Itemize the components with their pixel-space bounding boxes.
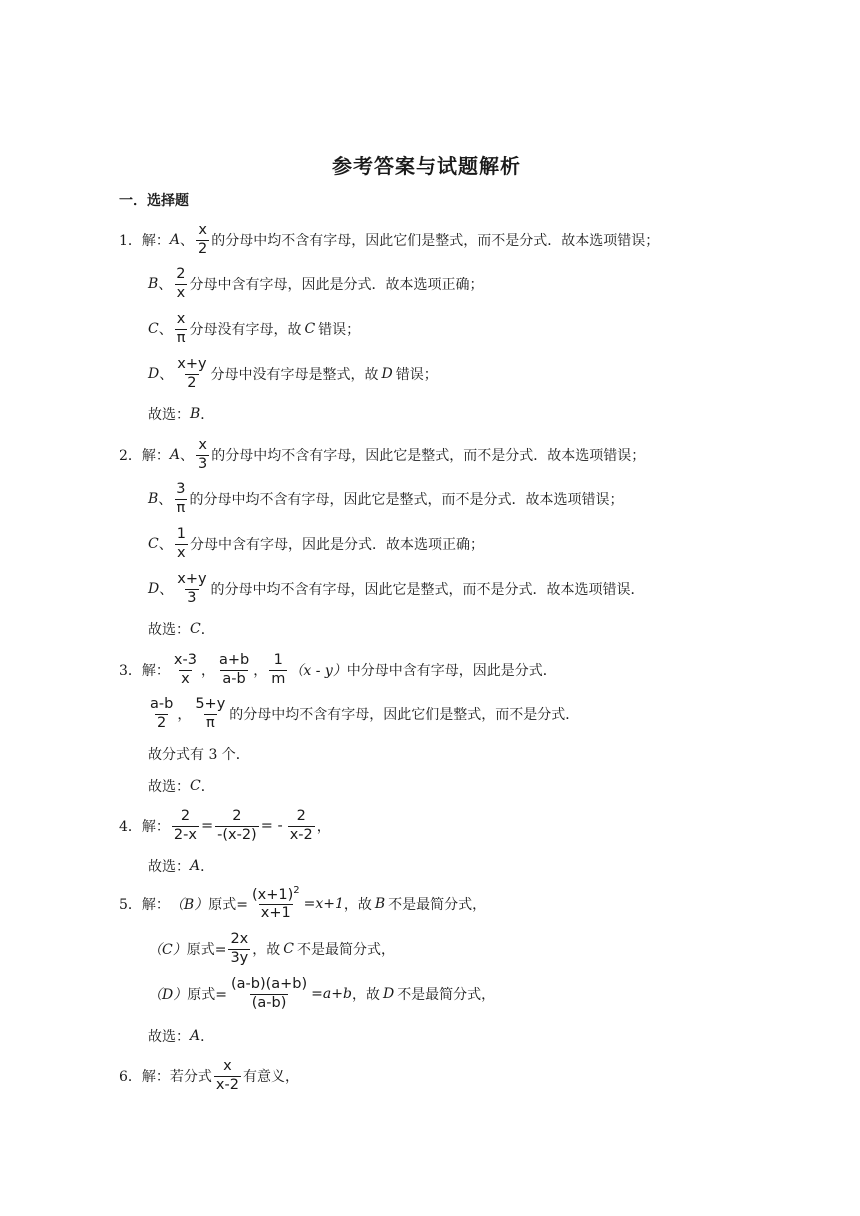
answer-prefix: 故选：	[148, 859, 190, 875]
option-label: A	[169, 232, 181, 248]
option-letter: D	[382, 986, 395, 1002]
numerator: a-b	[150, 696, 174, 713]
q6-line-1	[119, 1056, 299, 1096]
explanation-text: 的分母中均不含有字母，因此它是整式，而不是分式．故本选项错误；	[211, 448, 646, 464]
numerator: 2	[296, 808, 306, 825]
numerator: x	[198, 437, 207, 454]
question-number: 1．解：	[119, 233, 170, 249]
numerator: 2	[176, 266, 186, 283]
answer-prefix: 故选：	[148, 1029, 190, 1045]
explanation-text: 原式=	[187, 987, 227, 1003]
option-letter: D	[381, 366, 393, 382]
separator: 、	[159, 582, 174, 598]
option-label: （B）	[169, 897, 209, 913]
answer-end: ．	[200, 1029, 215, 1045]
question-number: 4．解：	[119, 819, 170, 835]
explanation-text: 错误；	[395, 367, 438, 383]
denominator: 3	[198, 455, 208, 472]
fraction	[215, 809, 259, 842]
answer-letter: A	[190, 858, 201, 874]
fraction	[288, 809, 315, 842]
numerator: x-3	[173, 652, 197, 669]
expression: （x - y）	[289, 663, 347, 679]
denominator: -(x-2)	[217, 826, 257, 843]
equals-sign: = -	[260, 818, 283, 834]
option-label: （C）	[148, 942, 187, 958]
numerator: 3	[176, 481, 186, 498]
fraction	[269, 653, 287, 686]
fraction	[175, 312, 188, 345]
answer-end: ．	[200, 779, 215, 795]
numerator-base: (x+1)	[251, 887, 294, 904]
separator: ，	[316, 819, 331, 835]
explanation-text: 不是最简分式，	[296, 942, 395, 958]
question-number: 2．解：	[119, 448, 170, 464]
separator: ，	[177, 707, 192, 723]
denominator: 2-x	[173, 826, 197, 843]
denominator: π	[176, 329, 186, 346]
denominator: 2	[187, 374, 197, 391]
q5-line-c	[148, 929, 395, 969]
answer-letter: A	[190, 1028, 201, 1044]
option-label: A	[169, 447, 181, 463]
q3-count: 故分式有 3 个．	[148, 747, 250, 763]
answer-letter: C	[190, 778, 201, 794]
explanation-text: 分母中含有字母，因此是分式．故本选项正确；	[189, 277, 484, 293]
answer-end: ．	[200, 407, 215, 423]
option-label: B	[148, 491, 159, 507]
denominator: 3y	[230, 949, 249, 966]
separator: 、	[158, 537, 173, 553]
explanation-text: 不是最简分式，	[397, 987, 496, 1003]
numerator: (a-b)(a+b)	[230, 976, 308, 993]
answer-letter: C	[190, 621, 201, 637]
q3-answer	[148, 766, 215, 806]
numerator: 2	[232, 808, 242, 825]
explanation-text: 错误；	[318, 322, 361, 338]
numerator: x	[198, 222, 207, 239]
explanation-text: 原式=	[186, 942, 227, 958]
answer-prefix: 故选：	[148, 779, 190, 795]
fraction	[172, 809, 199, 842]
answer-prefix: 故选：	[148, 407, 190, 423]
numerator: x	[176, 311, 186, 328]
q3-line-1	[119, 650, 557, 690]
numerator: x+y	[177, 356, 207, 373]
answer-end: ．	[200, 859, 215, 875]
q2-line-c	[148, 524, 484, 564]
option-label: （D）	[148, 987, 188, 1003]
option-label: C	[148, 321, 159, 337]
separator: ，	[253, 663, 268, 679]
q4-line-1	[119, 806, 331, 846]
option-letter: C	[304, 321, 316, 337]
denominator: 2	[157, 714, 167, 731]
answer-prefix: 故选：	[148, 622, 190, 638]
explanation-text: 有意义，	[242, 1069, 299, 1085]
q2-line-b	[148, 479, 624, 519]
explanation-text: 中分母中含有字母，因此是分式．	[346, 663, 557, 679]
explanation-text: ，故	[351, 987, 380, 1003]
denominator: (a-b)	[251, 994, 287, 1011]
q5-answer	[148, 1016, 214, 1056]
answer-end: ．	[200, 622, 215, 638]
denominator: x	[176, 284, 186, 301]
q1-line-b	[148, 264, 484, 304]
explanation-text: 不是最简分式，	[388, 897, 487, 913]
numerator: 1	[176, 526, 186, 543]
denominator: x+1	[260, 905, 291, 922]
numerator: a+b	[218, 652, 250, 669]
numerator: x+y	[177, 571, 207, 588]
fraction	[228, 932, 250, 965]
denominator: π	[176, 499, 186, 516]
equals-sign: =	[200, 818, 214, 834]
question-number: 5．解：	[119, 897, 170, 913]
separator: ，	[200, 663, 215, 679]
exponent: 2	[293, 885, 300, 897]
separator: 、	[180, 448, 195, 464]
fraction	[175, 527, 188, 560]
denominator: 3	[187, 589, 197, 606]
fraction	[196, 438, 209, 471]
denominator: m	[271, 670, 286, 687]
fraction	[250, 886, 302, 921]
q5-line-d	[148, 974, 495, 1014]
fraction	[193, 697, 227, 730]
fraction	[217, 653, 251, 686]
separator: 、	[180, 233, 195, 249]
fraction	[229, 977, 309, 1010]
fraction	[174, 267, 187, 300]
option-label: D	[148, 366, 160, 382]
separator: 、	[158, 322, 173, 338]
q2-answer	[148, 609, 215, 649]
explanation-text: 原式=	[208, 897, 248, 913]
fraction	[148, 697, 175, 730]
numerator: 2x	[230, 931, 249, 948]
fraction	[175, 357, 208, 390]
explanation-text: 的分母中均不含有字母，因此它是整式，而不是分式．故本选项错误．	[210, 582, 645, 598]
numerator: 1	[273, 652, 283, 669]
explanation-text: ，故	[343, 897, 372, 913]
answer-letter: B	[190, 406, 201, 422]
option-label: C	[148, 536, 159, 552]
fraction	[196, 223, 209, 256]
q4-answer	[148, 846, 214, 886]
numerator: 5+y	[195, 696, 226, 713]
option-letter: B	[374, 896, 386, 912]
result: =a+b	[311, 986, 352, 1002]
option-label: D	[148, 581, 160, 597]
q5-line-b	[119, 884, 486, 924]
explanation-text: 的分母中均不含有字母，因此它是整式，而不是分式．故本选项错误；	[189, 492, 624, 508]
denominator: x-2	[289, 826, 313, 843]
option-letter: C	[283, 941, 294, 957]
explanation-text: 的分母中均不含有字母，因此它们是整式，而不是分式．	[229, 707, 580, 723]
fraction	[214, 1059, 241, 1092]
q1-line-c	[148, 309, 360, 349]
numerator	[250, 886, 302, 904]
denominator: x	[181, 670, 190, 687]
result: =x+1	[303, 896, 344, 912]
q1-answer	[148, 394, 214, 434]
option-label: B	[148, 276, 159, 292]
explanation-text: 分母没有字母，故	[189, 322, 302, 338]
question-number: 3．解：	[119, 663, 170, 679]
denominator: π	[205, 714, 215, 731]
explanation-text: 若分式	[169, 1069, 212, 1085]
separator: 、	[159, 367, 174, 383]
q3-line-2	[146, 694, 579, 734]
question-number: 6．解：	[119, 1069, 170, 1085]
denominator: x-2	[215, 1076, 239, 1093]
q1-line-d	[148, 354, 438, 394]
q2-line-a	[119, 435, 645, 475]
q2-line-d	[148, 569, 645, 609]
separator: 、	[158, 277, 173, 293]
fraction	[175, 572, 208, 605]
denominator: x	[177, 544, 186, 561]
page-title: 参考答案与试题解析	[332, 154, 521, 178]
q1-line-a	[119, 220, 659, 260]
denominator: 2	[198, 240, 208, 257]
denominator: a-b	[222, 670, 246, 687]
explanation-text: 分母中含有字母，因此是分式．故本选项正确；	[189, 537, 484, 553]
numerator: 2	[180, 808, 191, 825]
fraction	[174, 482, 187, 515]
section-heading: 一．选择题	[119, 193, 189, 209]
separator: 、	[158, 492, 173, 508]
numerator: x	[223, 1058, 232, 1075]
fraction	[172, 653, 199, 686]
explanation-text: ，故	[252, 942, 281, 958]
explanation-text: 分母中没有字母是整式，故	[210, 367, 379, 383]
explanation-text: 的分母中均不含有字母，因此它们是整式，而不是分式．故本选项错误；	[211, 233, 660, 249]
